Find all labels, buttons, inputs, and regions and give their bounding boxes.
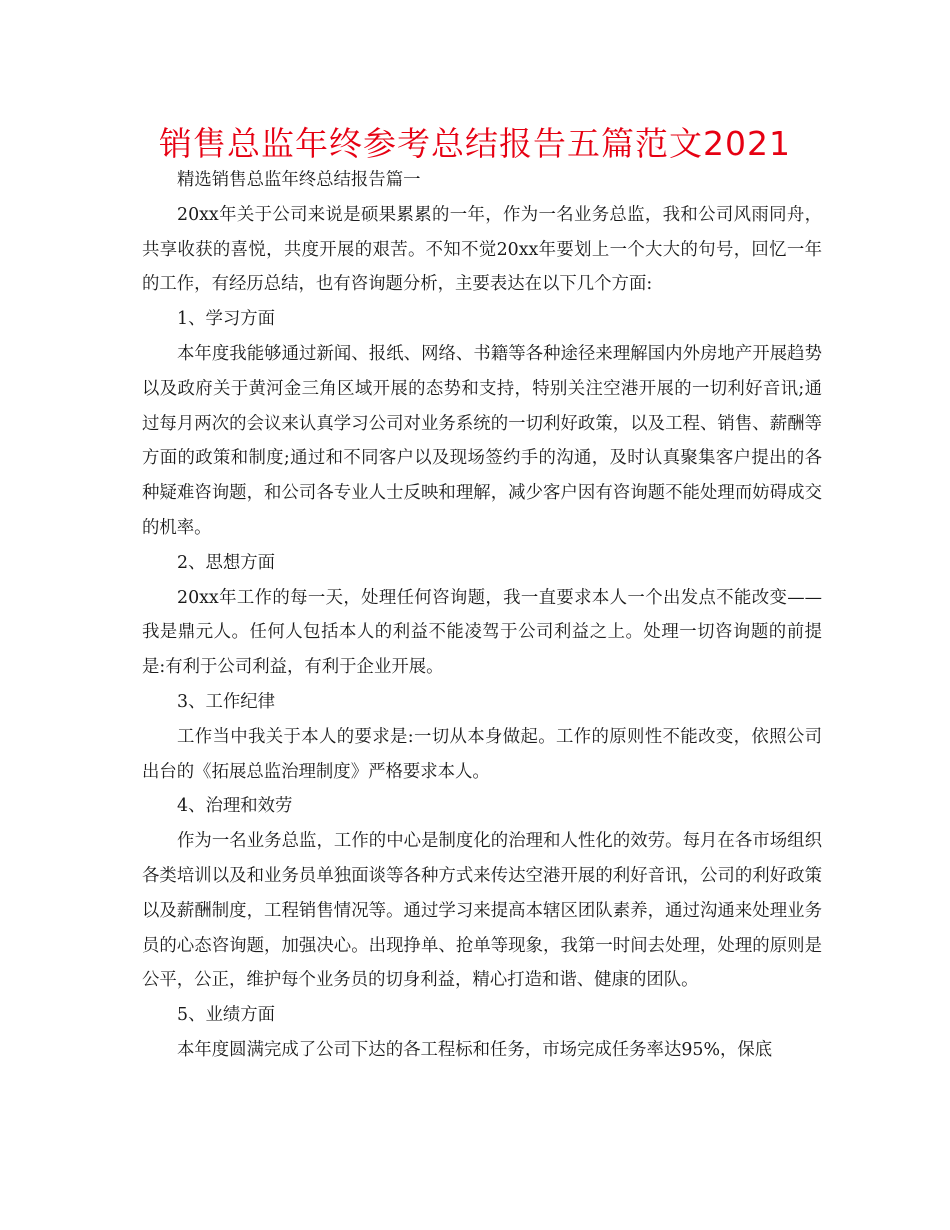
document-title: 销售总监年终参考总结报告五篇范文2021 <box>159 124 791 163</box>
paragraph: 本年度圆满完成了公司下达的各工程标和任务，市场完成任务率达95%，保底 <box>177 1039 773 1060</box>
section-heading: 4、治理和效劳 <box>177 796 293 817</box>
paragraph: 20xx年工作的每一天，处理任何咨询题，我一直要求本人一个出发点不能改变——我是鼎元人。任何人包括本人的利益不能凌驾于公司利益之上。处理一切咨询题的前提是:有利于公司利益，有利于企业开展。 <box>142 587 822 678</box>
section-heading: 3、工作纪律 <box>177 691 276 712</box>
section-heading: 2、思想方面 <box>177 552 276 573</box>
section-intro-heading: 精选销售总监年终总结报告篇一 <box>177 170 421 190</box>
paragraph: 20xx年关于公司来说是硕果累累的一年，作为一名业务总监，我和公司风雨同舟，共享收获的喜悦，共度开展的艰苦。不知不觉20xx年要划上一个大大的句号，回忆一年的工作，有经历总结，也有咨询题分析，主要表达在以下几个方面: <box>142 204 822 295</box>
section-heading: 1、学习方面 <box>177 309 276 330</box>
document-body <box>142 163 822 1068</box>
section-heading: 5、业绩方面 <box>177 1005 276 1026</box>
paragraph: 工作当中我关于本人的要求是:一切从本身做起。工作的原则性不能改变，依照公司出台的《拓展总监治理制度》严格要求本人。 <box>142 726 822 782</box>
paragraph: 本年度我能够通过新闻、报纸、网络、书籍等各种途径来理解国内外房地产开展趋势以及政府关于黄河金三角区域开展的态势和支持，特别关注空港开展的一切利好音讯;通过每月两次的会议来认真学习公司对业务系统的一切利好政策，以及工程、销售、薪酬等方面的政策和制度;通过和不同客户以及现场签约手的沟通，及时认真聚集客户提出的各种疑难咨询题，和公司各专业人士反映和理解，减少客户因有咨询题不能处理而妨碍成交的机率。 <box>142 343 822 538</box>
paragraph: 作为一名业务总监，工作的中心是制度化的治理和人性化的效劳。每月在各市场组织各类培训以及和业务员单独面谈等各种方式来传达空港开展的利好音讯，公司的利好政策以及薪酬制度，工程销售情况等。通过学习来提高本辖区团队素养，通过沟通来处理业务员的心态咨询题，加强决心。出现挣单、抢单等现象，我第一时间去处理，处理的原则是公平，公正，维护每个业务员的切身利益，精心打造和谐、健康的团队。 <box>142 831 822 991</box>
